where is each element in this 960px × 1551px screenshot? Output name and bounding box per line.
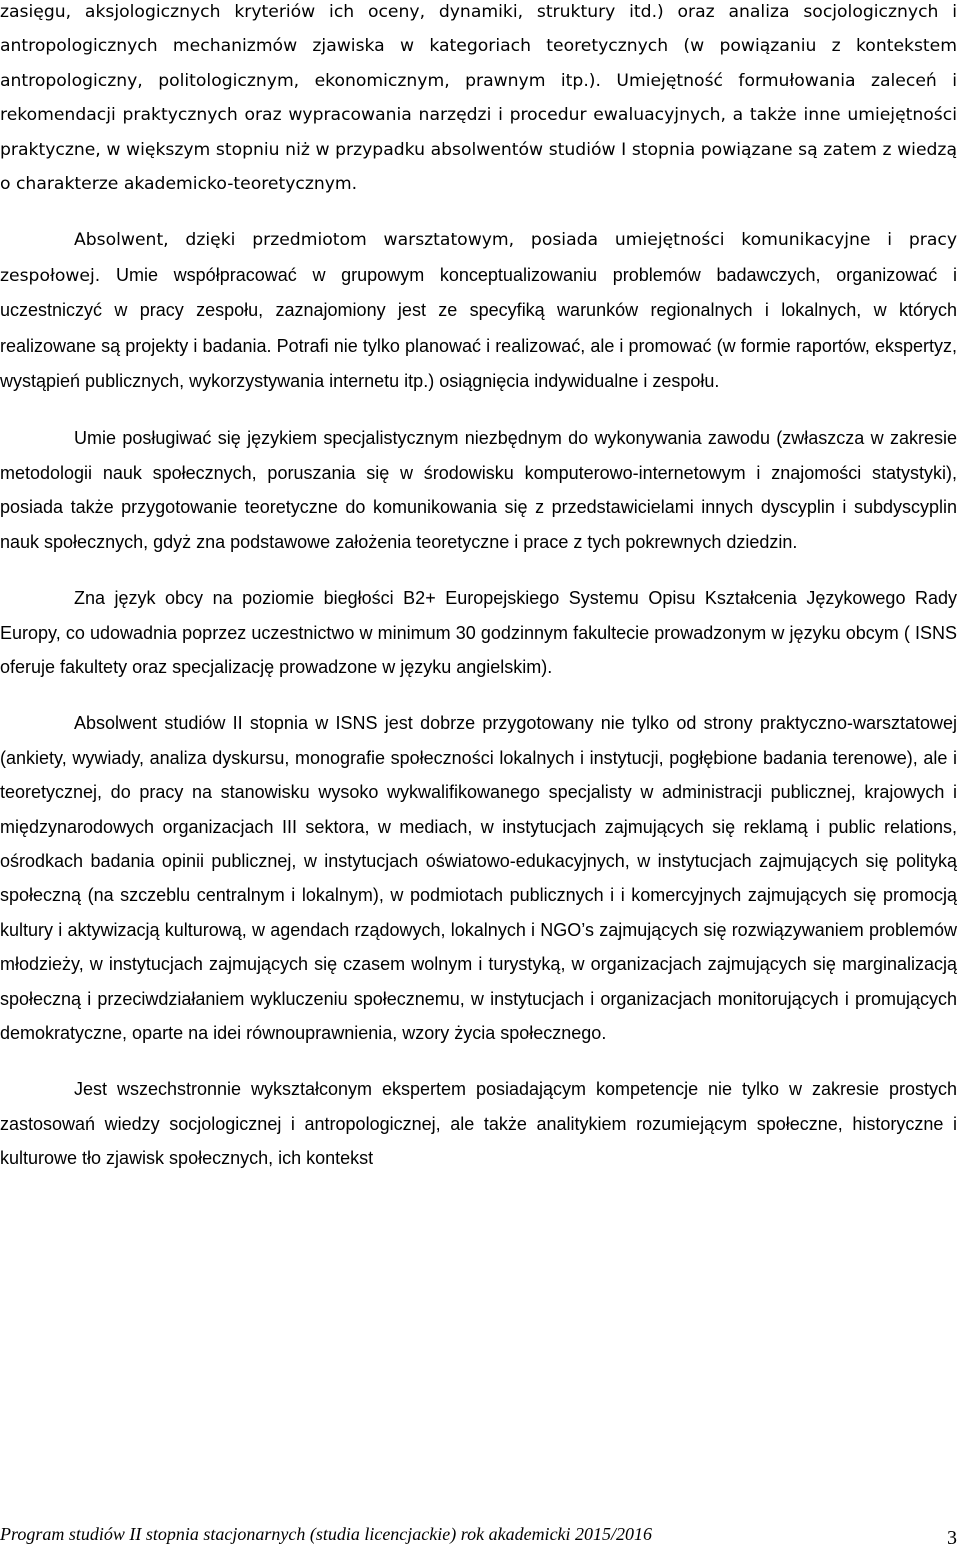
paragraph-1-part-1: zasięgu, aksjologicznych kryteriów ich oceny, dynamiki, struktury itd.) oraz analiza socjologicznych i antropologicznych mechanizmów zjawiska w kategoriach teoretycznych (w powiązaniu z kontekstem antropologiczny, politologicznym, ekonomicznym, prawnym itp.).: [0, 2, 957, 91]
spacer: [0, 684, 957, 706]
page-footer-text: Program studiów II stopnia stacjonarnych (studia licencjackie) rok akademicki 2015/2016: [0, 1524, 653, 1544]
paragraph-1: [0, 0, 957, 201]
spacer: [0, 399, 957, 421]
paragraph-4: Zna język obcy na poziomie biegłości B2+ Europejskiego Systemu Opisu Kształcenia Językowego Rady Europy, co udowadnia poprzez uczestnictwo w minimum 30 godzinnym fakultecie prowadzonym w języku obcym ( ISNS oferuje fakultety oraz specjalizację prowadzone w języku angielskim).: [0, 588, 957, 677]
paragraph-6: Jest wszechstronnie wykształconym ekspertem posiadającym kompetencje nie tylko w zakresie prostych zastosowań wiedzy socjologicznej i antropologicznej, ale także analitykiem rozumiejącym społeczne, historyczne i kulturowe tło zjawisk społecznych, ich kontekst: [0, 1079, 957, 1169]
paragraph-1-part-2: Umiejętność formułowania zaleceń i rekomendacji praktycznych oraz wypracowania narzędzi i procedur ewaluacyjnych, a także inne umiejętności praktyczne, w większym stopniu niż w przypadku absolwentów studiów I stopnia powiązane są zatem z wiedzą o charakterze akademicko-teoretycznym.: [0, 70, 958, 195]
page-number: 3: [947, 1527, 957, 1549]
paragraph-5: Absolwent studiów II stopnia w ISNS jest dobrze przygotowany nie tylko od strony praktyczno-warsztatowej (ankiety, wywiady, analiza dyskursu, monografie społeczności lokalnych i instytucji, pogłębione badania terenowe), ale i teoretycznej, do pracy na stanowisku wysoko wykwalifikowanego specjalisty w administracji publicznej, krajowych i międzynarodowych organizacjach III sektora, w mediach, w instytucjach zajmujących się reklamą i public relations, ośrodkach badania opinii publicznej, w instytucjach oświatowo-edukacyjnych, w instytucjach zajmujących się polityką społeczną (na szczeblu centralnym i lokalnym), w podmiotach publicznych i i komercyjnych zajmujących się promocją kultury i aktywizacją kulturową, w agendach rządowych, lokalnych i NGO’s zajmujących się rozwiązywaniem problemów młodzieży, w instytucjach zajmujących się czasem wolnym i turystyką, w organizacjach zajmujących się marginalizacją społeczną i przeciwdziałaniem wykluczeniu społecznemu, w instytucjach i organizacjach monitorujących i promujących demokratyczne, oparte na idei równouprawnienia, wzory życia społecznego.: [0, 713, 957, 1043]
paragraph-2-part-2: Umie współpracować w grupowym konceptualizowaniu problemów badawczych, organizować i uczestniczyć w pracy zespołu, zaznajomiony jest ze specyfiką warunków regionalnych i lokalnych, w których realizowane są projekty i badania. Potrafi nie tylko planować i realizować, ale i promować (w formie raportów, ekspertyz, wystąpień publicznych, wykorzystywania internetu itp.) osiągnięcia indywidualne i zespołu.: [0, 264, 957, 392]
paragraph-2-part-1: Absolwent, dzięki przedmiotom warsztatowym, posiada umiejętności komunikacyjne i pracy zespołowej.: [0, 230, 957, 286]
paragraph-2: [0, 223, 957, 399]
paragraph-3: Umie posługiwać się językiem specjalistycznym niezbędnym do wykonywania zawodu (zwłaszcza w zakresie metodologii nauk społecznych, poruszania się w środowisku komputerowo-internetowym i znajomości statystyki), posiada także przygotowanie teoretyczne do komunikowania się z przedstawicielami innych dyscyplin i subdyscyplin nauk społecznych, gdyż zna podstawowe założenia teoretyczne i prace z tych pokrewnych dziedzin.: [0, 428, 957, 552]
spacer: [0, 201, 957, 223]
spacer: [0, 1050, 957, 1072]
spacer: [0, 559, 957, 581]
